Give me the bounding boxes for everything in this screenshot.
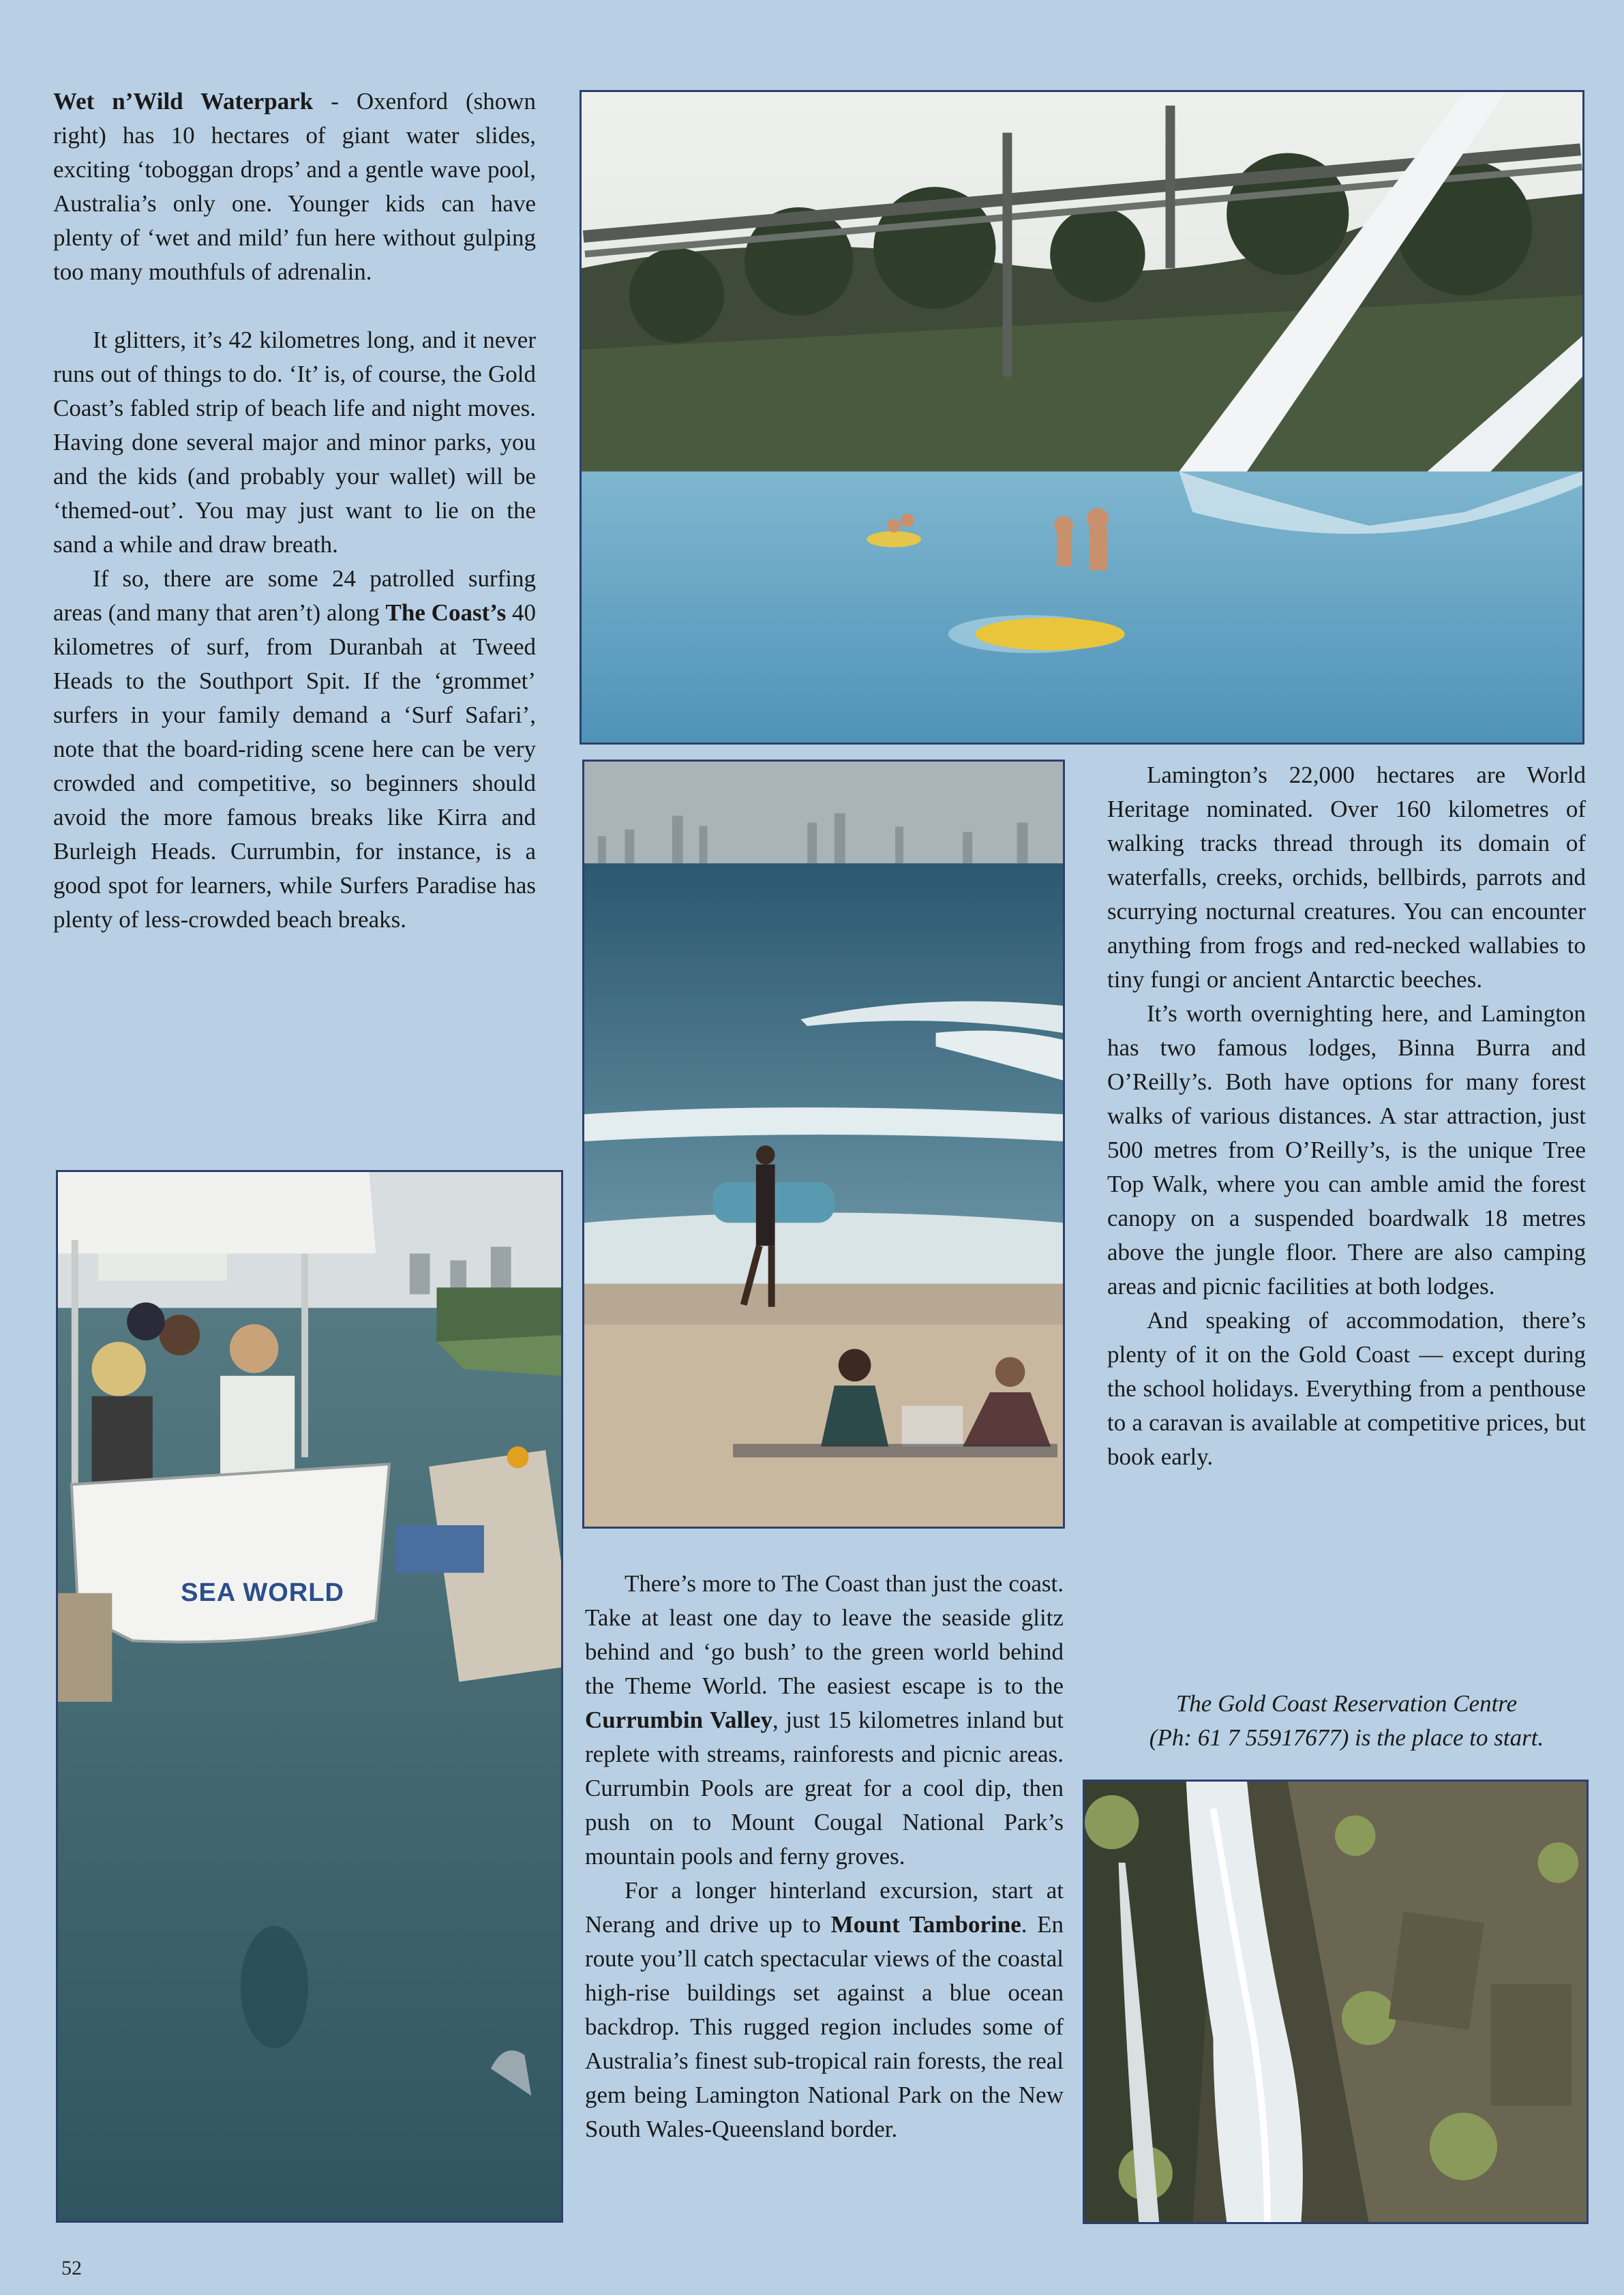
waterfall-photo xyxy=(1083,1780,1589,2224)
paragraph-wet-n-wild: Wet n’Wild Waterpark - Oxenford (shown right) has 10 hectares of giant water slides, exciting ‘toboggan drops’ and a gentle wave pool, Australia’s only one. Younger kids can have plenty of ‘wet and mild’ fun here without gulping too many mouthfuls of adrenalin. xyxy=(53,88,537,285)
column-right xyxy=(1107,758,1586,1474)
reservation-caption: The Gold Coast Reservation Centre (Ph: 61 7 55917677) is the place to start. xyxy=(1149,1690,1544,1751)
column-left xyxy=(53,85,536,937)
paragraph-hinterland: For a longer hinterland excursion, start at Nerang and drive up to Mount Tamborine. En route you’ll catch spectacular views of the coastal high-rise buildings set against a blue ocean backdrop. This rugged region includes some of Australia’s finest sub-tropical rain forests, the real gem being Lamington National Park on the New South Wales-Queensland border. xyxy=(585,1877,1064,2142)
paragraph-lamington: Lamington’s 22,000 hectares are World Heritage nominated. Over 160 kilometres of walking tracks thread through its domain of waterfalls, creeks, orchids, bellbirds, parrots and scurrying nocturnal creatures. You can encounter anything from frogs and red-necked wallabies to tiny fungi or ancient Antarctic beeches. xyxy=(1107,762,1586,993)
seaworld-photo xyxy=(56,1170,563,2223)
page-number: 52 xyxy=(61,2257,82,2279)
heading-wet-n-wild: Wet n’Wild Waterpark xyxy=(53,88,314,115)
surf-beach-photo xyxy=(582,760,1065,1529)
seaworld-sign: SEA WORLD xyxy=(181,1578,344,1607)
paragraph-go-bush: There’s more to The Coast than just the coast. Take at least one day to leave the seaside glitz behind and ‘go bush’ to the green world behind the Theme World. The easiest escape is to the Currumbin Valley, just 15 kilometres inland but replete with streams, rainforests and picnic areas. Currumbin Pools are great for a cool dip, then push on to Mount Cougal National Park’s mountain pools and ferny groves. xyxy=(585,1570,1064,1870)
paragraph-glitters: It glitters, it’s 42 kilometres long, and it never runs out of things to do. ‘It’ is, of course, the Gold Coast’s fabled strip of beach life and night moves. Having done several major and minor parks, you and the kids (and probably your wallet) will be ‘themed-out’. You may just want to lie on the sand a while and draw breath. xyxy=(53,327,536,558)
paragraph-surfing: If so, there are some 24 patrolled surfing areas (and many that aren’t) along The Coast’s 40 kilometres of surf, from Duranbah at Tweed Heads to the Southport Spit. If the ‘grommet’ surfers in your family demand a ‘Surf Safari’, note that the board-riding scene here can be very crowded and competitive, so beginners should avoid the more famous breaks like Kirra and Burleigh Heads. Currumbin, for instance, is a good spot for learners, while Surfers Paradise has plenty of less-crowded beach breaks. xyxy=(53,565,537,933)
paragraph-accommodation: And speaking of accommodation, there’s plenty of it on the Gold Coast — except during the school holidays. Everything from a penthouse to a caravan is available at competitive prices, but book early. xyxy=(1107,1307,1586,1470)
paragraph-overnighting: It’s worth overnighting here, and Lamington has two famous lodges, Binna Burra and O’Reilly’s. Both have options for many forest walks of various distances. A star attraction, just 500 metres from O’Reilly’s, is the unique Tree Top Walk, where you can amble amid the forest canopy on a suspended boardwalk 18 metres above the jungle floor. There are also camping areas and picnic facilities at both lodges. xyxy=(1107,1000,1586,1300)
waterpark-photo xyxy=(580,90,1584,745)
column-middle xyxy=(585,1567,1064,2146)
